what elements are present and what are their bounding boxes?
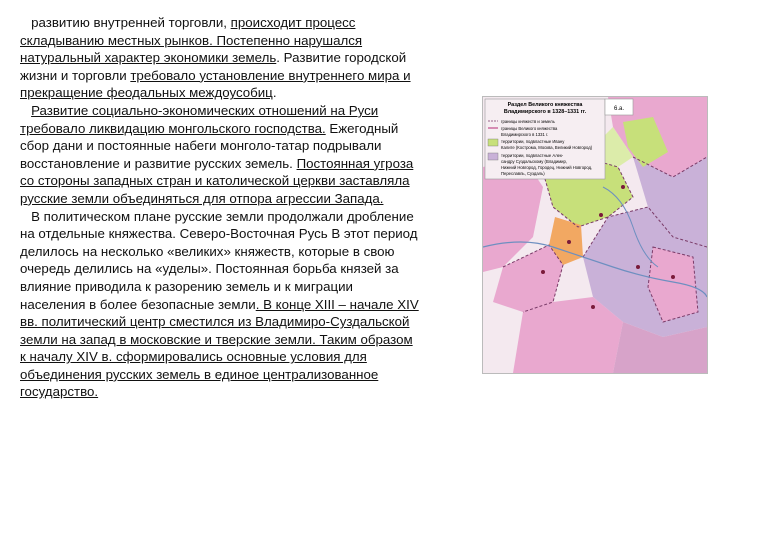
p1-segment-3: . Развитие городской жизни и торговли <box>20 50 407 83</box>
legend-item: границы княжеств и земель <box>501 119 555 124</box>
map-title-line-1: Раздел Великого княжества <box>507 102 583 108</box>
p3-segment-1: В политическом плане русские земли продолжали дробление на отдельные княжества. Северо-Восточная Русь В этот период делилось на несколько «великих» княжеств, которые в свою очередь делились на «уделы». Постоянная борьба князей за влияние приводила к разорению земель и к миграции населения в более безопасные земли <box>20 208 418 312</box>
p2-segment-3: Ежегодный сбор дани и постоянные набеги монголо-татар подрывали восстановление и развитие русских земель. <box>20 120 399 171</box>
p1-segment-4: требовало установление внутреннего мира и прекращение феодальных междоусобиц <box>20 67 411 101</box>
map-title-line-2: Владимирского в 1328–1331 гг. <box>503 109 587 115</box>
legend-item: территории, подвластные Ивану <box>501 139 565 144</box>
p1-segment-1: развитию внутренней торговли, <box>20 15 231 30</box>
paragraph-1 <box>20 14 420 102</box>
town-marker <box>671 275 675 279</box>
p3-segment-2: . В конце XIII – начале XIV вв. политический центр сместился из Владимиро-Суздальской земли на запад в московские и тверские земли. Таким образом к началу XIV в. сформировались основные условия для объединения русских земель в единое централизованное государство. <box>20 296 419 400</box>
town-marker <box>591 305 595 309</box>
town-marker <box>636 265 640 269</box>
legend-item: Переславль, Суздаль) <box>501 171 545 176</box>
town-marker <box>567 240 571 244</box>
legend-item: Владимирского в 1331 г. <box>501 132 549 137</box>
legend-item: территории, подвластные Алек- <box>501 153 564 158</box>
map-svg <box>483 97 707 373</box>
legend-item: Калите (Кострома, Москва, Великий Новгород) <box>501 145 593 150</box>
p1-segment-5: . <box>272 85 277 101</box>
map-badge: 6.а. <box>613 106 625 112</box>
town-marker <box>541 270 545 274</box>
p2-segment-4: Постоянная угроза со стороны западных стран и католической церкви заставляла русские земли объединяться для отпора агрессии Запада. <box>20 155 414 206</box>
p1-segment-2: происходит процесс складыванию местных рынков. Постепенно нарушался натуральный характер экономики земель <box>20 15 363 66</box>
p2-segment-2: Развитие социально-экономических отношений на Руси требовало ликвидацию монгольского господства. <box>20 102 379 136</box>
legend-item: границы Великого княжества <box>501 126 558 131</box>
town-marker <box>621 185 625 189</box>
p2-segment-1 <box>20 103 31 118</box>
legend-swatch-green <box>488 139 498 146</box>
article-text <box>20 14 420 401</box>
paragraph-3 <box>20 208 420 402</box>
historical-map <box>482 96 708 374</box>
legend-item: сандру Суздальскому (Владимир, <box>501 159 567 164</box>
legend-swatch-lavender <box>488 153 498 160</box>
town-marker <box>599 213 603 217</box>
legend-item: Нижний Новгород, Городец, Нижний Новгород, <box>501 165 593 170</box>
paragraph-2 <box>20 102 420 208</box>
